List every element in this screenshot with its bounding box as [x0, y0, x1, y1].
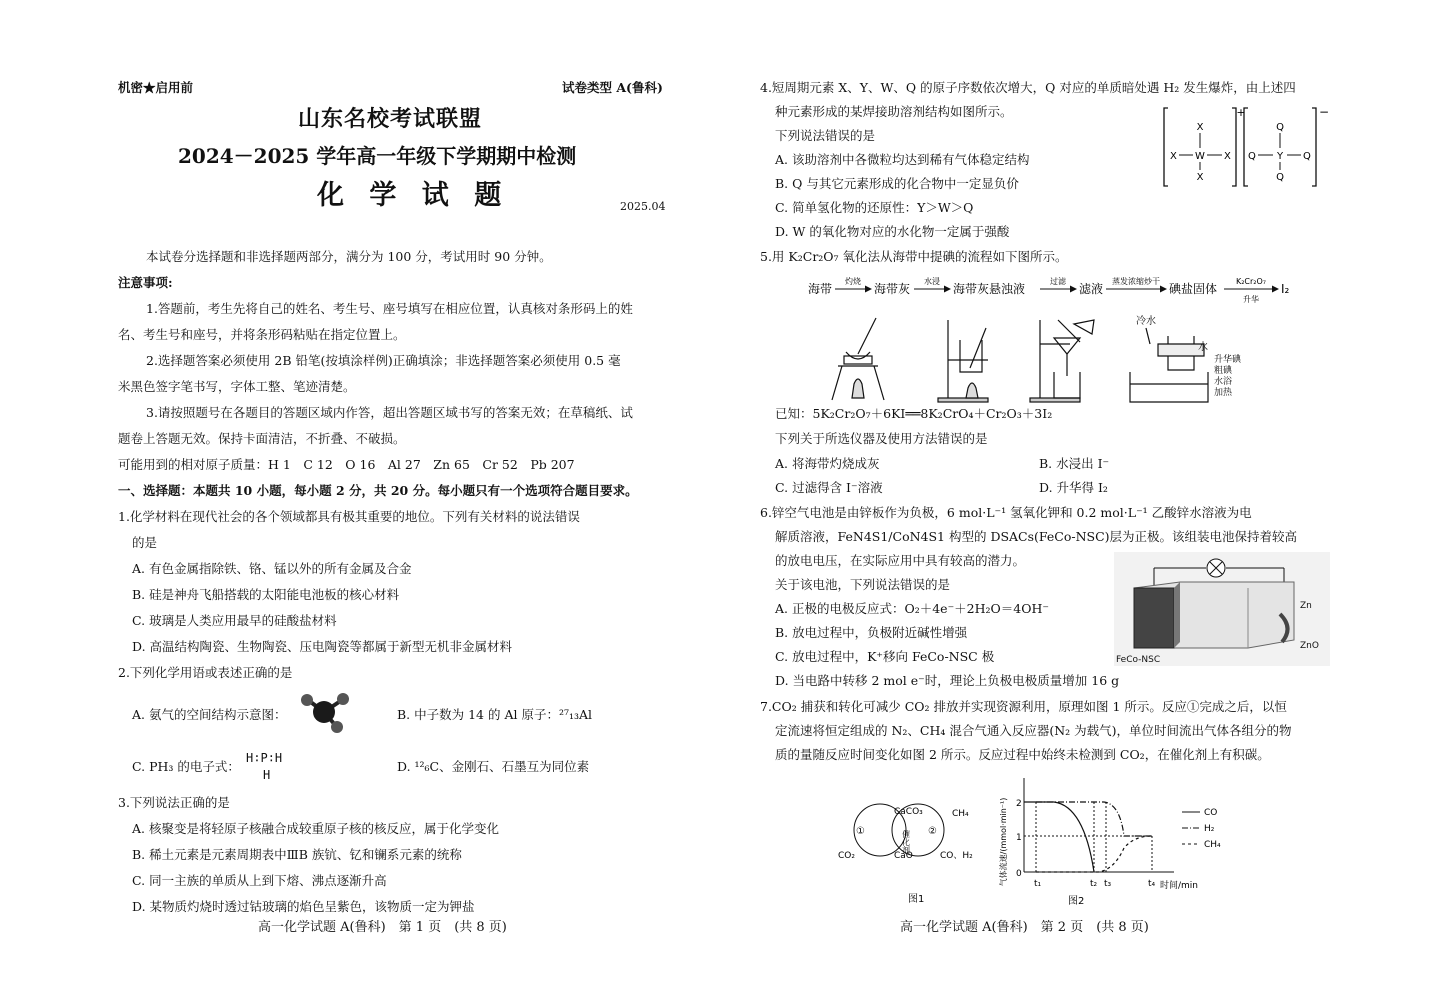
- fig2-y0: 0: [1016, 869, 1022, 879]
- section-1-heading: 一、选择题：本题共 10 小题，每小题 2 分，共 20 分。每小题只有一个选项符合题目要求。: [118, 483, 638, 498]
- subject-title: 化 学 试 题: [317, 180, 510, 211]
- q3-option-b: B. 稀土元素是元素周期表中ⅢB 族钪、钇和镧系元素的统称: [132, 847, 462, 862]
- q1-option-d: D. 高温结构陶瓷、生物陶瓷、压电陶瓷等都属于新型无机非金属材料: [132, 639, 513, 654]
- flow-iodized-solid: 碘盐固体: [1169, 282, 1218, 296]
- exam-title: 2024－2025 学年高一年级下学期期中检测: [178, 144, 577, 168]
- flow-arrow-oxidant: K₂Cr₂O₇: [1235, 277, 1267, 286]
- fig2-y2: 2: [1016, 799, 1022, 809]
- q3-option-c: C. 同一主族的单质从上到下熔、沸点逐渐升高: [132, 873, 387, 888]
- q5-known-equation: 已知：5K₂Cr₂O₇＋6KI══8K₂CrO₄＋Cr₂O₃＋3I₂: [775, 406, 1053, 421]
- paper-type-label: 试卷类型 A(鲁科): [562, 80, 663, 95]
- exam-date: 2025.04: [620, 200, 666, 213]
- fig1-caption: 图1: [908, 894, 925, 905]
- flow-iodine: I₂: [1281, 282, 1290, 296]
- q2-option-d: D. ¹²₆C、金刚石、石墨互为同位素: [397, 759, 590, 774]
- q5-option-a: A. 将海带灼烧成灰: [775, 456, 880, 471]
- page-1-footer: 高一化学试题 A(鲁科) 第 1 页 (共 8 页): [258, 920, 507, 935]
- q4-minus-charge: −: [1318, 105, 1330, 119]
- fig1-catalyst: 催化剂: [901, 830, 911, 854]
- atomic-masses: 可能用到的相对原子质量：H 1 C 12 O 16 Al 27 Zn 65 Cr 52 Pb 207: [118, 457, 575, 472]
- q4-w-center: W: [1195, 151, 1205, 162]
- q4-structure-figure: [1162, 104, 1332, 190]
- q6-stem-line-1: 6.锌空气电池是由锌板作为负极，6 mol·L⁻¹ 氢氧化钾和 0.2 mol·L⁻¹ 乙酸锌水溶液为电: [760, 505, 1252, 520]
- apparatus-b-beaker: [938, 320, 988, 402]
- q1-option-b: B. 硅是神舟飞船搭载的太阳能电池板的核心材料: [132, 587, 400, 602]
- q7-stem-line-2: 定流速将恒定组成的 N₂、CH₄ 混合气通入反应器(N₂ 为载气)，单位时间流出气体各组分的物: [775, 723, 1292, 738]
- label-zn: Zn: [1300, 601, 1312, 611]
- intro-text: 本试卷分选择题和非选择题两部分，满分为 100 分，考试用时 90 分钟。: [146, 249, 552, 264]
- flow-arrow-soak: 水浸: [924, 277, 940, 286]
- q1-stem-line-1: 1.化学材料在现代社会的各个领域都具有极其重要的地位。下列有关材料的说法错误: [118, 509, 580, 524]
- q4-option-b: B. Q 与其它元素形成的化合物中一定显负价: [775, 176, 1019, 191]
- ph3-electron-formula: H∶P∶H: [246, 751, 283, 765]
- q4-x-bottom: X: [1196, 172, 1204, 183]
- q2-option-a: A. 氨气的空间结构示意图：: [132, 707, 287, 722]
- flow-seaweed-ash: 海带灰: [874, 282, 911, 296]
- q4-y-center: Y: [1276, 151, 1284, 162]
- flow-filtrate: 滤液: [1079, 282, 1104, 296]
- q6-option-b: B. 放电过程中，负极附近碱性增强: [775, 625, 968, 640]
- q4-x-top: X: [1196, 122, 1204, 133]
- q2-option-c: C. PH₃ 的电子式：: [132, 759, 240, 774]
- q4-stem-line-1: 4.短周期元素 X、Y、W、Q 的原子序数依次增大，Q 对应的单质暗处遇 H₂ 发生爆炸，由上述四: [760, 80, 1296, 95]
- fig1-products: CO、H₂: [940, 851, 973, 861]
- q3-stem: 3.下列说法正确的是: [118, 795, 230, 810]
- q4-x-left: X: [1170, 151, 1177, 162]
- label-water: 水: [1198, 342, 1208, 353]
- flow-arrow-filter: 过滤: [1050, 277, 1066, 286]
- q4-option-d: D. W 的氧化物对应的水化物一定属于强酸: [775, 224, 1010, 239]
- apparatus-d-sublimation: [1130, 314, 1242, 402]
- flow-arrow-sublime: 升华: [1243, 295, 1259, 304]
- fig1-reaction-2: ②: [928, 826, 937, 837]
- ph3-bottom-h: H: [263, 768, 271, 782]
- q4-stem-line-2: 种元素形成的某焊接助溶剂结构如图所示。: [775, 104, 1013, 119]
- q6-battery-figure: [1114, 552, 1330, 666]
- exam-org-title: 山东名校考试联盟: [298, 106, 483, 132]
- fig2-t4: t₄: [1148, 879, 1156, 889]
- fig1-caco3: CaCO₃: [894, 807, 923, 817]
- q6-option-c: C. 放电过程中，K⁺移向 FeCo-NSC 极: [775, 649, 995, 664]
- fig2-legend-co: CO: [1204, 808, 1218, 818]
- q5-flow-diagram: [808, 272, 1328, 306]
- q7-stem-line-1: 7.CO₂ 捕获和转化可减少 CO₂ 排放并实现资源利用，原理如图 1 所示。反应①完成之后，以恒: [760, 699, 1287, 714]
- q5-ask: 下列关于所选仪器及使用方法错误的是: [775, 431, 988, 446]
- q4-q-left: Q: [1248, 151, 1256, 162]
- q5-option-c: C. 过滤得含 I⁻溶液: [775, 480, 883, 495]
- q7-figure-1: [836, 796, 986, 908]
- confidential-label: 机密★启用前: [118, 80, 194, 95]
- flow-arrow-burn: 灼烧: [845, 277, 861, 286]
- q1-option-a: A. 有色金属指除铁、铬、锰以外的所有金属及合金: [132, 561, 412, 576]
- flow-arrow-evaporate: 蒸发浓缩炒干: [1112, 277, 1160, 286]
- flow-seaweed: 海带: [808, 282, 833, 296]
- q5-apparatus-figure: [818, 314, 1258, 406]
- fig1-cao: CaO: [894, 851, 913, 861]
- label-sublimed-iodine: 升华碘: [1214, 355, 1242, 365]
- label-heat: 加热: [1214, 388, 1233, 398]
- q6-stem-line-3: 的放电电压，在实际应用中具有较高的潜力。: [775, 553, 1026, 568]
- fig2-t3: t₃: [1104, 879, 1112, 889]
- q3-option-d: D. 某物质灼烧时透过钴玻璃的焰色呈紫色，该物质一定为钾盐: [132, 899, 475, 914]
- apparatus-c-filtration: [1030, 320, 1094, 402]
- label-cold-water: 冷水: [1136, 316, 1156, 327]
- fig2-legend-ch4: CH₄: [1204, 840, 1221, 850]
- q5-option-b: B. 水浸出 I⁻: [1039, 456, 1110, 471]
- fig1-ch4: CH₄: [952, 809, 969, 819]
- fig2-co-curve: [1024, 802, 1094, 872]
- label-zno: ZnO: [1300, 641, 1319, 651]
- q1-option-c: C. 玻璃是人类应用最早的硅酸盐材料: [132, 613, 337, 628]
- q6-option-a: A. 正极的电极反应式：O₂＋4e⁻＋2H₂O＝4OH⁻: [775, 601, 1049, 616]
- q4-x-right: X: [1224, 151, 1231, 162]
- fig2-xlabel: 时间/min: [1160, 881, 1199, 891]
- q4-option-c: C. 简单氢化物的还原性：Y＞W＞Q: [775, 200, 974, 215]
- label-crude-iodine: 粗碘: [1214, 366, 1233, 376]
- page-1: [0, 0, 718, 1002]
- fig2-caption: 图2: [1068, 896, 1085, 907]
- ammonia-model-image: [296, 690, 356, 734]
- note-3-line-2: 题卷上答题无效。保持卡面清洁，不折叠、不破损。: [118, 431, 406, 446]
- q2-stem: 2.下列化学用语或表述正确的是: [118, 665, 293, 680]
- label-feco-nsc: FeCo-NSC: [1116, 655, 1161, 665]
- q4-q-bottom: Q: [1276, 172, 1284, 183]
- note-2-line-2: 米黑色签字笔书写，字体工整、笔迹清楚。: [118, 379, 356, 394]
- q4-q-top: Q: [1276, 122, 1284, 133]
- label-water-bath: 水浴: [1214, 377, 1233, 387]
- note-1-line-2: 名、考生号和座号，并将条形码粘贴在指定位置上。: [118, 327, 406, 342]
- fig2-y1: 1: [1016, 833, 1022, 843]
- q4-plus-charge: +: [1236, 106, 1246, 119]
- q4-ask: 下列说法错误的是: [775, 128, 876, 143]
- q4-q-right: Q: [1303, 151, 1311, 162]
- q5-stem: 5.用 K₂Cr₂O₇ 氧化法从海带中提碘的流程如下图所示。: [760, 249, 1068, 264]
- q5-option-d: D. 升华得 I₂: [1039, 480, 1108, 495]
- q4-option-a: A. 该助溶剂中各微粒均达到稀有气体稳定结构: [775, 152, 1030, 167]
- notes-heading: 注意事项:: [118, 275, 173, 290]
- q1-stem-line-2: 的是: [132, 535, 158, 550]
- page-2-footer: 高一化学试题 A(鲁科) 第 2 页 (共 8 页): [900, 920, 1149, 935]
- note-2-line-1: 2.选择题答案必须使用 2B 铅笔(按填涂样例)正确填涂；非选择题答案必须使用 0.5 毫: [146, 353, 621, 368]
- note-1-line-1: 1.答题前，考生先将自己的姓名、考生号、座号填写在相应位置，认真核对条形码上的姓: [146, 301, 633, 316]
- q3-option-a: A. 核聚变是将轻原子核融合成较重原子核的核反应，属于化学变化: [132, 821, 499, 836]
- fig2-t1: t₁: [1034, 879, 1042, 889]
- fig2-t2: t₂: [1090, 879, 1098, 889]
- q6-stem-line-2: 解质溶液，FeN4S1/CoN4S1 构型的 DSACs(FeCo-NSC)层为正极。该组装电池保持着较高: [775, 529, 1298, 544]
- q6-ask: 关于该电池，下列说法错误的是: [775, 577, 951, 592]
- fig2-ylabel: 气体流速/(mmol·min⁻¹): [999, 797, 1008, 887]
- q7-stem-line-3: 质的量随反应时间变化如图 2 所示。反应过程中始终未检测到 CO₂，在催化剂上有积碳。: [775, 747, 1270, 762]
- q6-option-d: D. 当电路中转移 2 mol e⁻时，理论上负极电极质量增加 16 g: [775, 673, 1120, 688]
- flow-suspension: 海带灰悬浊液: [953, 282, 1026, 296]
- note-3-line-1: 3.请按照题号在各题目的答题区域内作答，超出答题区域书写的答案无效；在草稿纸、试: [146, 405, 633, 420]
- fig2-legend-h2: H₂: [1204, 824, 1215, 834]
- fig1-reaction-1: ①: [856, 826, 865, 837]
- q2-option-b: B. 中子数为 14 的 Al 原子：²⁷₁₃Al: [397, 707, 593, 722]
- page-2: [718, 0, 1437, 1002]
- q7-figure-2: [994, 772, 1244, 912]
- apparatus-a-crucible: [832, 318, 884, 400]
- fig1-co2: CO₂: [838, 851, 855, 861]
